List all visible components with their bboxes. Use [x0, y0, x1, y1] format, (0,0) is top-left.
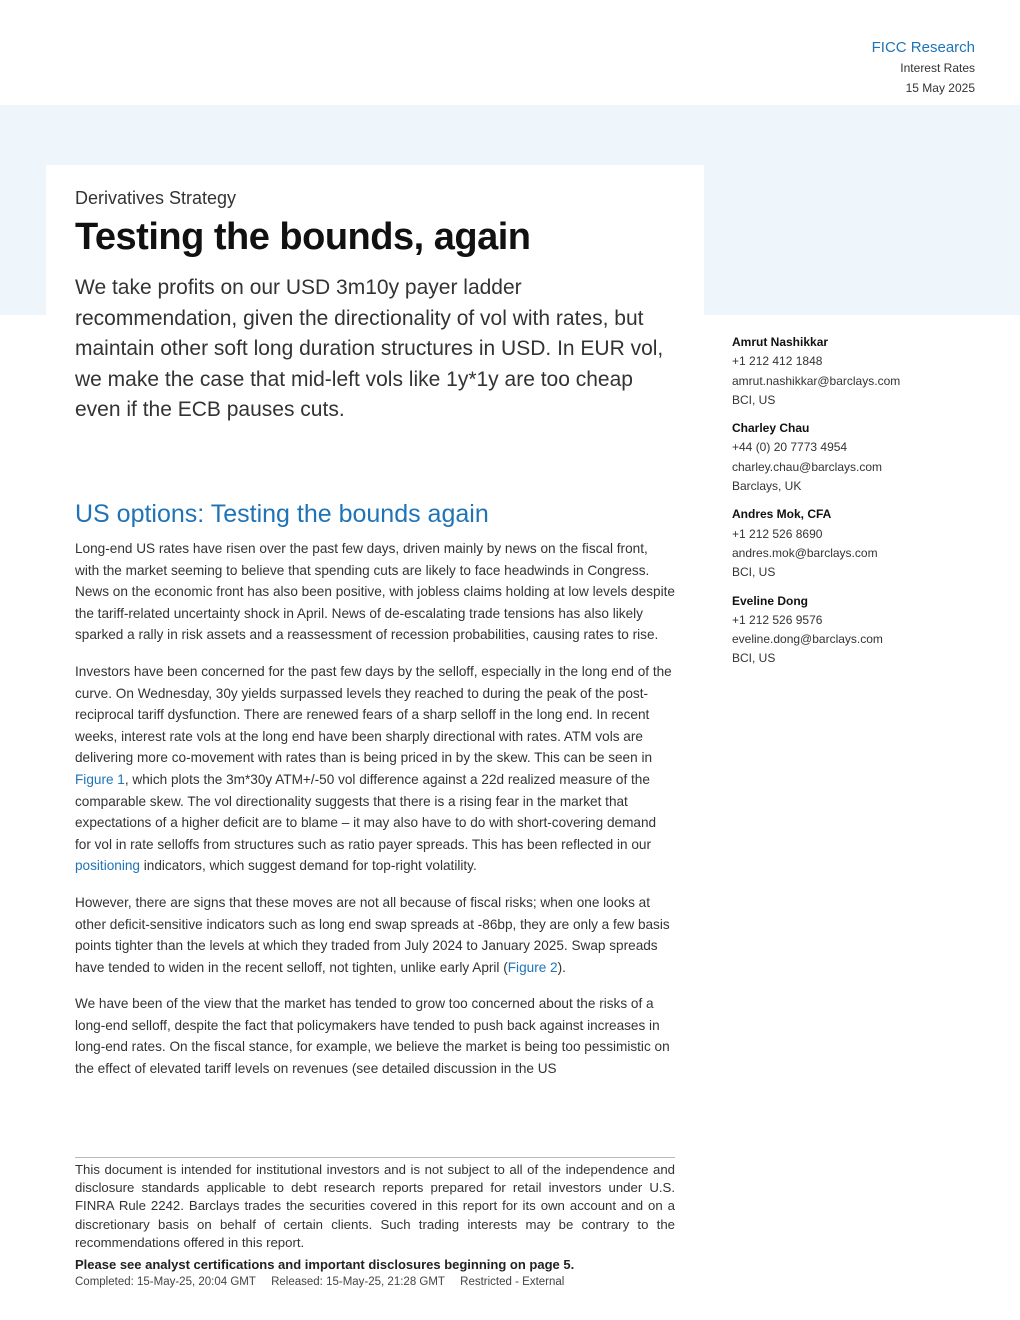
report-summary: We take profits on our USD 3m10y payer ladder recommendation, given the directionality of vol with rates, but maintain other soft long duration structures in USD. In EUR vol, we make the case that mid-left vols like 1y*1y are too cheap even if the ECB pauses cuts. — [75, 276, 664, 421]
author-card — [732, 505, 992, 582]
author-entity: BCI, US — [732, 651, 776, 666]
paragraph-text: indicators, which suggest demand for top-right volatility. — [140, 858, 477, 874]
footer-divider — [75, 1157, 675, 1158]
completed-timestamp: Completed: 15-May-25, 20:04 GMT — [75, 1276, 256, 1288]
author-name: Andres Mok, CFA — [732, 507, 832, 522]
paragraph-text: , which plots the 3m*30y ATM+/-50 vol difference against a 22d realized measure of the comparable skew. The vol directionality suggests that there is a rising fear in the market that expectations of a higher deficit are to blame – it may also have to do with short-covering demand for vol in rate selloffs from structures such as ratio payer spreads. This has been reflected in our — [75, 771, 657, 852]
author-email[interactable]: charley.chau@barclays.com — [732, 459, 883, 474]
author-phone: +1 212 526 9576 — [732, 612, 823, 627]
figure-1-link[interactable]: Figure 1 — [75, 771, 125, 787]
division-label: Interest Rates — [900, 61, 975, 75]
section-heading: US options: Testing the bounds again — [75, 500, 489, 528]
report-date: 15 May 2025 — [905, 81, 975, 95]
paragraph-3 — [75, 892, 675, 978]
research-brand: FICC Research — [871, 39, 975, 56]
released-timestamp: Released: 15-May-25, 21:28 GMT — [271, 1276, 445, 1288]
classification-label: Restricted - External — [460, 1276, 565, 1288]
release-metadata — [75, 1276, 576, 1288]
author-card — [732, 592, 992, 669]
positioning-link[interactable]: positioning — [75, 858, 140, 874]
author-email[interactable]: amrut.nashikkar@barclays.com — [732, 373, 901, 388]
author-phone: +44 (0) 20 7773 4954 — [732, 440, 848, 455]
author-entity: BCI, US — [732, 392, 776, 407]
paragraph-4: We have been of the view that the market has tended to grow too concerned about the risks of a long-end selloff, despite the fact that policymakers have tended to push back against increases in long-end rates. On the fiscal stance, for example, we believe the market is being too pessimistic on the effect of elevated tariff levels on revenues (see detailed discussion in the US — [75, 996, 670, 1077]
disclaimer-text: This document is intended for institutional investors and is not subject to all of the independence and disclosure standards applicable to debt research reports prepared for retail investors under U.S. FINRA Rule 2242. Barclays trades the securities covered in this report for its own account and on a discretionary basis on behalf of certain clients. Such trading interests may be contrary to the recommendations offered in this report. — [75, 1162, 675, 1250]
figure-2-link[interactable]: Figure 2 — [507, 959, 558, 975]
article-body — [75, 538, 675, 1095]
author-email[interactable]: eveline.dong@barclays.com — [732, 632, 883, 647]
author-email[interactable]: andres.mok@barclays.com — [732, 545, 878, 560]
author-entity: BCI, US — [732, 565, 776, 580]
paragraph-text: ). — [557, 959, 566, 975]
paragraph-text: However, there are signs that these moves are not all because of fiscal risks; when one looks at other deficit-sensitive indicators such as long end swap spreads at -86bp, they are only a few basis points tighter than the levels at which they traded from July 2024 to January 2025. Swap spreads have tended to widen in the recent selloff, not tighten, unlike early April ( — [75, 894, 670, 975]
author-list — [732, 333, 992, 678]
paragraph-1: Long-end US rates have risen over the past few days, driven mainly by news on the fiscal front, with the market seeming to believe that spending cuts are likely to face headwinds in Congress. News on the economic front has also been positive, with jobless claims holding at low levels despite the tariff-related uncertainty shock in April. News of de-escalating trade tensions has also likely sparked a rally in risk assets and a reassessment of recession probabilities, causing rates to rise. — [75, 541, 675, 643]
author-card — [732, 419, 992, 496]
document-header — [872, 38, 975, 98]
paragraph-2 — [75, 661, 675, 877]
author-phone: +1 212 526 8690 — [732, 526, 823, 541]
author-name: Amrut Nashikkar — [732, 335, 829, 349]
author-name: Charley Chau — [732, 421, 810, 436]
report-kicker: Derivatives Strategy — [75, 188, 237, 208]
author-entity: Barclays, UK — [732, 479, 802, 494]
report-title: Testing the bounds, again — [75, 216, 531, 258]
paragraph-text: Investors have been concerned for the past few days by the selloff, especially in the long end of the curve. On Wednesday, 30y yields surpassed levels they reached to during the peak of the post-reciprocal tariff dysfunction. There are renewed fears of a sharp selloff in the long end. In recent weeks, interest rate vols at the long end have been sharply directional with rates. ATM vols are delivering more co-movement with rates than is being priced in by the skew. This can be seen in — [75, 663, 672, 766]
author-name: Eveline Dong — [732, 593, 809, 608]
author-card — [732, 333, 992, 410]
disclosures-notice: Please see analyst certifications and important disclosures beginning on page 5. — [75, 1257, 575, 1272]
author-phone: +1 212 412 1848 — [732, 354, 823, 369]
